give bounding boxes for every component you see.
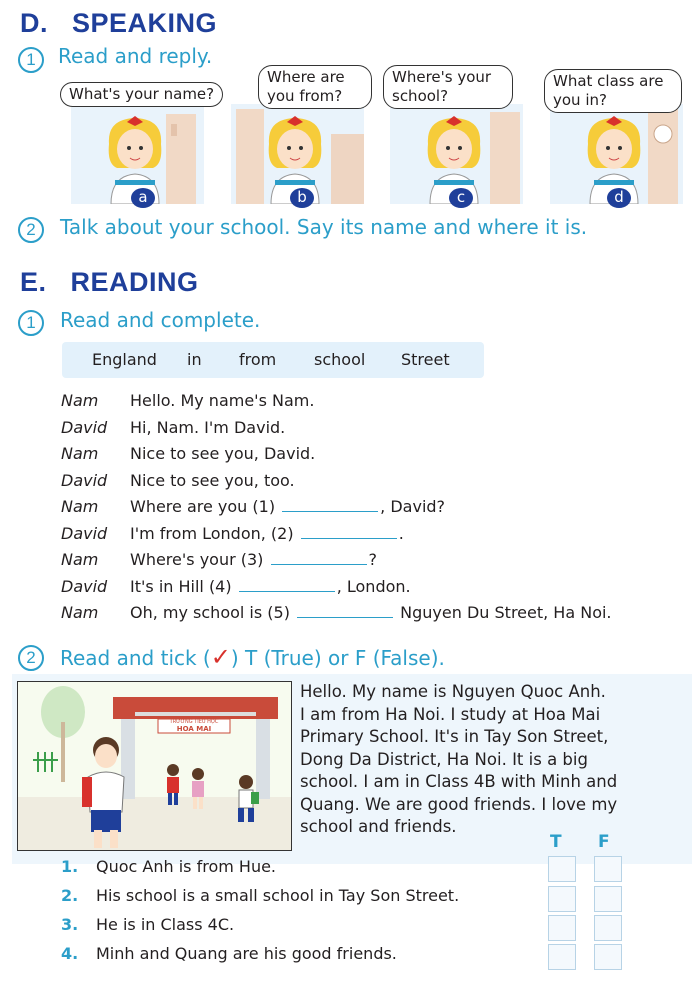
speaker: Nam [61, 391, 99, 410]
school-gate-sign: TRƯỜNG TIỂU HỌC HOA MAI [169, 719, 219, 733]
true-column-header: T [550, 832, 562, 852]
dialogue-line [61, 471, 681, 498]
false-column-header: F [598, 832, 610, 852]
word-box-item: Street [401, 350, 450, 369]
line-text: Hi, Nam. I'm David. [130, 417, 286, 437]
school-gate-illustration [18, 682, 291, 850]
picture-label-d: d [607, 188, 631, 208]
false-checkbox-3[interactable] [594, 915, 622, 941]
question-text: Quoc Anh is from Hue. [96, 857, 277, 876]
speech-bubble-b: Where are you from? [258, 65, 372, 109]
dialogue-line [61, 418, 681, 445]
passage-line: Primary School. It's in Tay Son Street, [300, 727, 609, 746]
dialogue-line [61, 444, 681, 471]
question-text: He is in Class 4C. [96, 915, 235, 934]
section-e-letter: E. [20, 267, 47, 297]
passage-line: school. I am in Class 4B with Minh and [300, 772, 618, 791]
question-row [61, 944, 531, 973]
question-number: 4. [61, 944, 79, 963]
dialogue-line [61, 391, 681, 418]
section-d-title: SPEAKING [72, 8, 218, 38]
section-e-title: READING [70, 267, 199, 297]
reading-passage [300, 681, 690, 839]
question-text: His school is a small school in Tay Son Street. [96, 886, 460, 905]
dialogue [61, 391, 681, 630]
school-picture [17, 681, 292, 851]
task-label-e1: Read and complete. [60, 308, 261, 332]
question-row [61, 886, 531, 915]
answer-blank-4[interactable] [239, 578, 335, 592]
section-e-heading [20, 267, 199, 298]
question-number: 2. [61, 886, 79, 905]
line-text: Where's your (3) [130, 550, 264, 569]
true-false-questions [61, 857, 531, 973]
task-number-e1: 1 [18, 310, 44, 336]
answer-blank-5[interactable] [297, 604, 393, 618]
dialogue-line [61, 550, 681, 577]
line-text-after: Nguyen Du Street, Ha Noi. [400, 603, 612, 622]
word-box-item: England [92, 350, 157, 369]
speaker: David [61, 417, 108, 437]
passage-line: Hello. My name is Nguyen Quoc Anh. [300, 682, 606, 701]
dialogue-line [61, 497, 681, 524]
speaker: Nam [61, 497, 99, 516]
line-text-after: , David? [380, 497, 446, 516]
false-checkbox-2[interactable] [594, 886, 622, 912]
word-box-item: from [239, 350, 277, 369]
line-text-after: . [398, 523, 404, 543]
false-checkbox-1[interactable] [594, 856, 622, 882]
picture-label-a: a [131, 188, 155, 208]
speech-bubble-a: What's your name? [60, 82, 223, 107]
answer-blank-1[interactable] [282, 498, 378, 512]
speaker: Nam [61, 444, 99, 463]
task-number-e2: 2 [18, 645, 44, 671]
answer-blank-2[interactable] [301, 525, 397, 539]
line-text: Nice to see you, too. [130, 470, 295, 490]
passage-line: Quang. We are good friends. I love my [300, 794, 618, 814]
true-checkbox-4[interactable] [548, 944, 576, 970]
line-text: It's in Hill (4) [130, 576, 232, 596]
dialogue-line [61, 603, 681, 630]
picture-label-c: c [449, 188, 473, 208]
section-d-heading [20, 8, 217, 39]
speaker: Nam [61, 603, 99, 622]
task-label-d1: Read and reply. [58, 44, 213, 68]
line-text: Where are you (1) [130, 497, 276, 516]
section-d-letter: D. [20, 8, 48, 38]
question-row [61, 915, 531, 944]
speaker: David [61, 470, 108, 490]
word-box-item: school [314, 350, 366, 369]
passage-line: Dong Da District, Ha Noi. It is a big [300, 749, 588, 769]
line-text: I'm from London, (2) [130, 523, 294, 543]
answer-blank-3[interactable] [271, 551, 367, 565]
dialogue-line [61, 524, 681, 551]
passage-line: school and friends. [300, 817, 457, 836]
line-text: Nice to see you, David. [130, 444, 316, 463]
line-text: Oh, my school is (5) [130, 603, 290, 622]
speaker: Nam [61, 550, 99, 569]
question-row [61, 857, 531, 886]
speaker: David [61, 576, 108, 596]
question-text: Minh and Quang are his good friends. [96, 944, 397, 963]
word-box-item: in [187, 350, 202, 369]
true-checkbox-3[interactable] [548, 915, 576, 941]
false-checkbox-4[interactable] [594, 944, 622, 970]
task-number-d1: 1 [18, 47, 44, 73]
passage-line: I am from Ha Noi. I study at Hoa Mai [300, 704, 601, 724]
picture-label-b: b [290, 188, 314, 208]
speech-bubble-c: Where's your school? [383, 65, 513, 109]
tick-icon: ✓ [210, 643, 231, 671]
task-label-e2: Read and tick (✓) T (True) or F (False). [60, 643, 445, 671]
true-checkbox-1[interactable] [548, 856, 576, 882]
question-number: 1. [61, 857, 79, 876]
speaker: David [61, 523, 108, 543]
dialogue-line [61, 577, 681, 604]
task-number-d2: 2 [18, 217, 44, 243]
word-box [62, 342, 484, 378]
line-text-after: ? [368, 550, 378, 569]
true-checkbox-2[interactable] [548, 886, 576, 912]
line-text: Hello. My name's Nam. [130, 391, 315, 410]
task-label-d2: Talk about your school. Say its name and where it is. [60, 215, 588, 239]
speech-bubble-d: What class are you in? [544, 69, 682, 113]
question-number: 3. [61, 915, 79, 934]
line-text-after: , London. [336, 576, 411, 596]
